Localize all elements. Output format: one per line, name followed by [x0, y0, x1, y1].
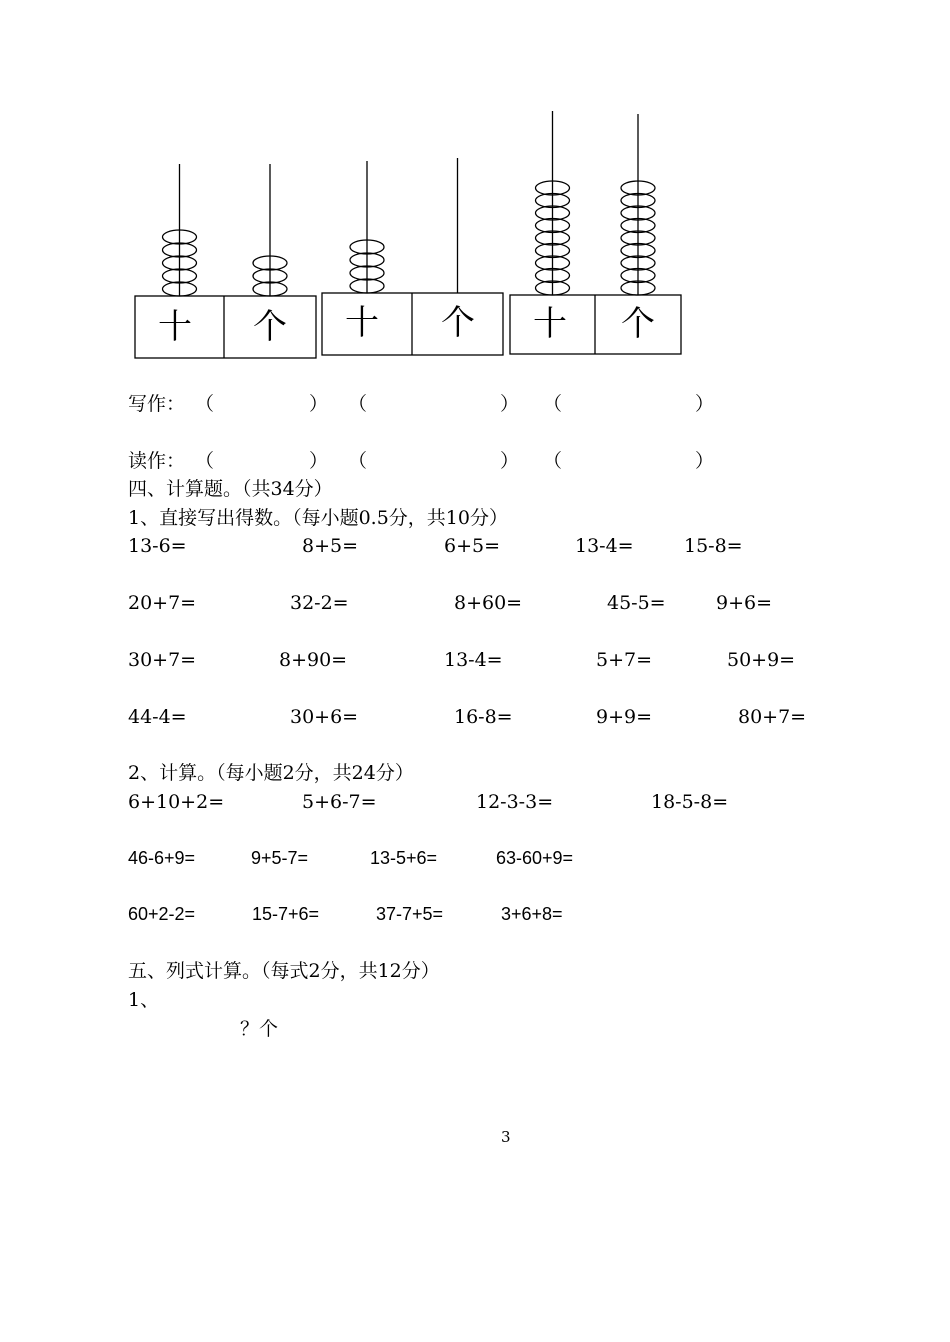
ones-label-3: 个: [621, 304, 655, 344]
q2-problem: 9+5-7=: [251, 848, 309, 868]
q1-problem: 13-4=: [444, 649, 503, 671]
q1-problem: 16-8=: [454, 706, 513, 728]
q1-problem: 8+5=: [302, 535, 359, 557]
q1-problem: 6+5=: [444, 535, 501, 557]
q1-problem: 50+9=: [727, 649, 796, 671]
q2-problem: 13-5+6=: [370, 848, 438, 868]
read-label: 读作：: [128, 450, 186, 472]
q1-problem: 32-2=: [290, 592, 349, 614]
q1-problem: 8+90=: [279, 649, 348, 671]
q2-problem: 15-7+6=: [252, 904, 320, 924]
tens-label-2: 十: [345, 303, 379, 343]
tens-label-1: 十: [158, 307, 192, 347]
read-blank-3[interactable]: （ ）: [543, 450, 715, 472]
q2-problem: 18-5-8=: [651, 791, 729, 813]
write-blank-3[interactable]: （ ）: [543, 393, 715, 415]
section4-q1-title: 1、直接写出得数。（每小题0.5分，共10分）: [128, 507, 508, 529]
tens-label-3: 十: [533, 304, 567, 344]
q1-problem: 15-8=: [684, 535, 743, 557]
read-blank-2[interactable]: （ ）: [348, 450, 520, 472]
q1-problem: 45-5=: [607, 592, 666, 614]
q2-problem: 37-7+5=: [376, 904, 444, 924]
q2-problem: 46-6+9=: [128, 848, 196, 868]
section5-title: 五、列式计算。（每式2分，共12分）: [128, 960, 440, 982]
write-blank-2[interactable]: （ ）: [348, 393, 520, 415]
q2-problem: 63-60+9=: [496, 848, 574, 868]
q2-problem: 60+2-2=: [128, 904, 196, 924]
q1-problem: 30+6=: [290, 706, 359, 728]
ones-label-1: 个: [253, 307, 287, 347]
ones-label-2: 个: [441, 303, 475, 343]
q1-problem: 8+60=: [454, 592, 523, 614]
q2-problem: 3+6+8=: [501, 904, 563, 924]
q1-problem: 30+7=: [128, 649, 197, 671]
write-label: 写作：: [128, 393, 186, 415]
q1-problem: 9+6=: [716, 592, 773, 614]
q1-problem: 5+7=: [596, 649, 653, 671]
q1-problem: 20+7=: [128, 592, 197, 614]
abacus-diagrams: [0, 0, 950, 380]
q1-problem: 13-6=: [128, 535, 187, 557]
q1-problem: 80+7=: [738, 706, 807, 728]
section5-q1-label: 1、: [128, 989, 160, 1011]
q1-problem: 13-4=: [575, 535, 634, 557]
q2-problem: 6+10+2=: [128, 791, 225, 813]
page-number: 3: [501, 1128, 511, 1146]
read-blank-1[interactable]: （ ）: [195, 450, 329, 472]
write-blank-1[interactable]: （ ）: [195, 393, 329, 415]
section5-q1-question: ？个: [240, 1018, 279, 1040]
section4-title: 四、计算题。（共34分）: [128, 478, 333, 500]
q2-problem: 12-3-3=: [476, 791, 554, 813]
q1-problem: 9+9=: [596, 706, 653, 728]
q2-problem: 5+6-7=: [302, 791, 377, 813]
section4-q2-title: 2、计算。（每小题2分，共24分）: [128, 762, 414, 784]
q1-problem: 44-4=: [128, 706, 187, 728]
